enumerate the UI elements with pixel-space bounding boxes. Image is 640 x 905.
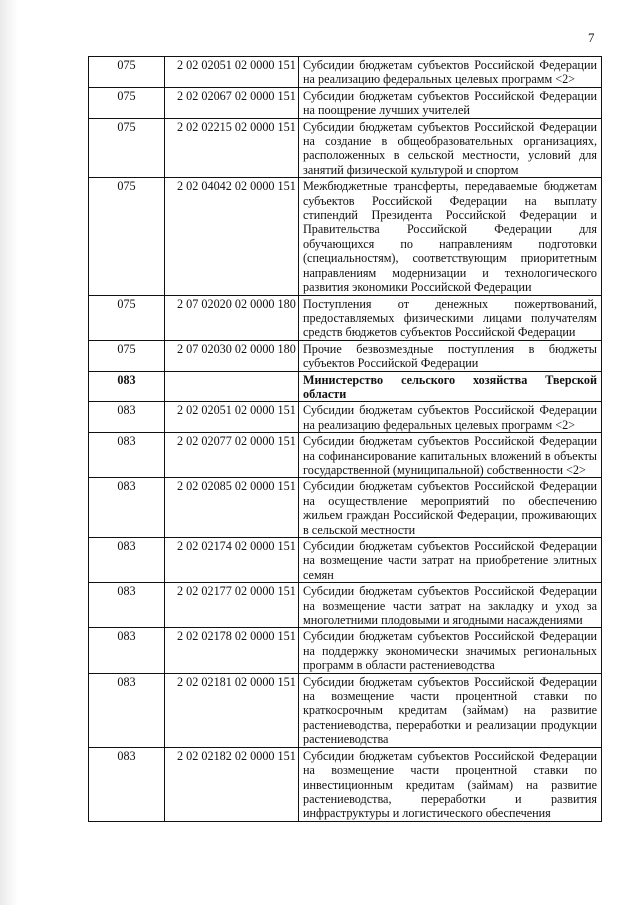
budget-code-cell — [165, 371, 299, 402]
admin-code-cell: 075 — [89, 57, 165, 88]
table-row — [89, 478, 602, 538]
admin-code-cell: 083 — [89, 371, 165, 402]
admin-code-cell: 083 — [89, 433, 165, 478]
revenue-name-cell: Субсидии бюджетам субъектов Российской Федерации на возмещение части процентной ставки по краткосрочным кредитам (займам) на развитие растениеводства, переработки и реализации продукции растениеводства — [299, 673, 602, 747]
budget-code-cell: 2 02 02174 02 0000 151 — [165, 538, 299, 583]
admin-code-cell: 075 — [89, 295, 165, 340]
table-row — [89, 340, 602, 371]
revenue-name-cell: Субсидии бюджетам субъектов Российской Федерации на поддержку экономически значимых региональных программ в области растениеводства — [299, 628, 602, 673]
admin-code-cell: 083 — [89, 478, 165, 538]
admin-code-cell: 075 — [89, 87, 165, 118]
revenue-name-cell: Субсидии бюджетам субъектов Российской Федерации на возмещение части затрат на приобретение элитных семян — [299, 538, 602, 583]
admin-code-cell: 075 — [89, 340, 165, 371]
budget-code-cell: 2 07 02020 02 0000 180 — [165, 295, 299, 340]
admin-code-cell: 083 — [89, 673, 165, 747]
admin-code-cell: 075 — [89, 178, 165, 295]
table-row — [89, 628, 602, 673]
budget-code-cell: 2 02 02181 02 0000 151 — [165, 673, 299, 747]
revenue-name-cell: Поступления от денежных пожертвований, предоставляемых физическими лицами получателям средств бюджетов субъектов Российской Федерации — [299, 295, 602, 340]
table-row — [89, 87, 602, 118]
budget-code-cell: 2 02 02178 02 0000 151 — [165, 628, 299, 673]
page-number: 7 — [588, 30, 595, 45]
table-row — [89, 673, 602, 747]
revenue-name-cell: Межбюджетные трансферты, передаваемые бюджетам субъектов Российской Федерации на выплату стипендий Президента Российской Федерации и Правительства Российской Федерации для обучающихся по направлениям подготовки (специальностям), соответствующим приоритетным направлениям модернизации и технологического развития экономики Российской Федерации — [299, 178, 602, 295]
admin-code-cell: 083 — [89, 583, 165, 628]
table-row — [89, 178, 602, 295]
table-row — [89, 371, 602, 402]
revenue-name-cell: Субсидии бюджетам субъектов Российской Федерации на поощрение лучших учителей — [299, 87, 602, 118]
admin-code-cell: 083 — [89, 402, 165, 433]
revenue-name-cell: Субсидии бюджетам субъектов Российской Федерации на реализацию федеральных целевых программ <2> — [299, 57, 602, 88]
revenue-name-cell: Субсидии бюджетам субъектов Российской Федерации на софинансирование капитальных вложений в объекты государственной (муниципальной) собственности <2> — [299, 433, 602, 478]
table-row — [89, 57, 602, 88]
revenue-name-cell: Субсидии бюджетам субъектов Российской Федерации на реализацию федеральных целевых программ <2> — [299, 402, 602, 433]
budget-code-cell: 2 02 02177 02 0000 151 — [165, 583, 299, 628]
budget-code-cell: 2 07 02030 02 0000 180 — [165, 340, 299, 371]
revenue-name-cell: Субсидии бюджетам субъектов Российской Федерации на создание в общеобразовательных организациях, расположенных в сельской местности, условий для занятий физической культурой и спортом — [299, 118, 602, 178]
scan-edge-shadow — [0, 0, 18, 905]
budget-code-cell: 2 02 02182 02 0000 151 — [165, 747, 299, 821]
admin-code-cell: 083 — [89, 628, 165, 673]
table-row — [89, 583, 602, 628]
revenue-codes-table — [88, 56, 602, 822]
revenue-name-cell: Министерство сельского хозяйства Тверской области — [299, 371, 602, 402]
table-row — [89, 747, 602, 821]
budget-code-cell: 2 02 02067 02 0000 151 — [165, 87, 299, 118]
budget-code-cell: 2 02 02215 02 0000 151 — [165, 118, 299, 178]
revenue-name-cell: Субсидии бюджетам субъектов Российской Федерации на возмещение части затрат на закладку и уход за многолетними плодовыми и ягодными насаждениями — [299, 583, 602, 628]
table-row — [89, 433, 602, 478]
table-row — [89, 402, 602, 433]
table-row — [89, 118, 602, 178]
budget-code-cell: 2 02 02085 02 0000 151 — [165, 478, 299, 538]
admin-code-cell: 083 — [89, 538, 165, 583]
budget-code-cell: 2 02 02077 02 0000 151 — [165, 433, 299, 478]
revenue-name-cell: Прочие безвозмездные поступления в бюджеты субъектов Российской Федерации — [299, 340, 602, 371]
revenue-name-cell: Субсидии бюджетам субъектов Российской Федерации на возмещение части процентной ставки по инвестиционным кредитам (займам) на развитие растениеводства, переработки и развития инфраструктуры и логистического обеспечения — [299, 747, 602, 821]
budget-code-cell: 2 02 04042 02 0000 151 — [165, 178, 299, 295]
table-row — [89, 538, 602, 583]
table-row — [89, 295, 602, 340]
table-body — [89, 57, 602, 822]
admin-code-cell: 083 — [89, 747, 165, 821]
budget-code-cell: 2 02 02051 02 0000 151 — [165, 57, 299, 88]
budget-code-cell: 2 02 02051 02 0000 151 — [165, 402, 299, 433]
revenue-name-cell: Субсидии бюджетам субъектов Российской Федерации на осуществление мероприятий по обеспечению жильем граждан Российской Федерации, проживающих в сельской местности — [299, 478, 602, 538]
admin-code-cell: 075 — [89, 118, 165, 178]
